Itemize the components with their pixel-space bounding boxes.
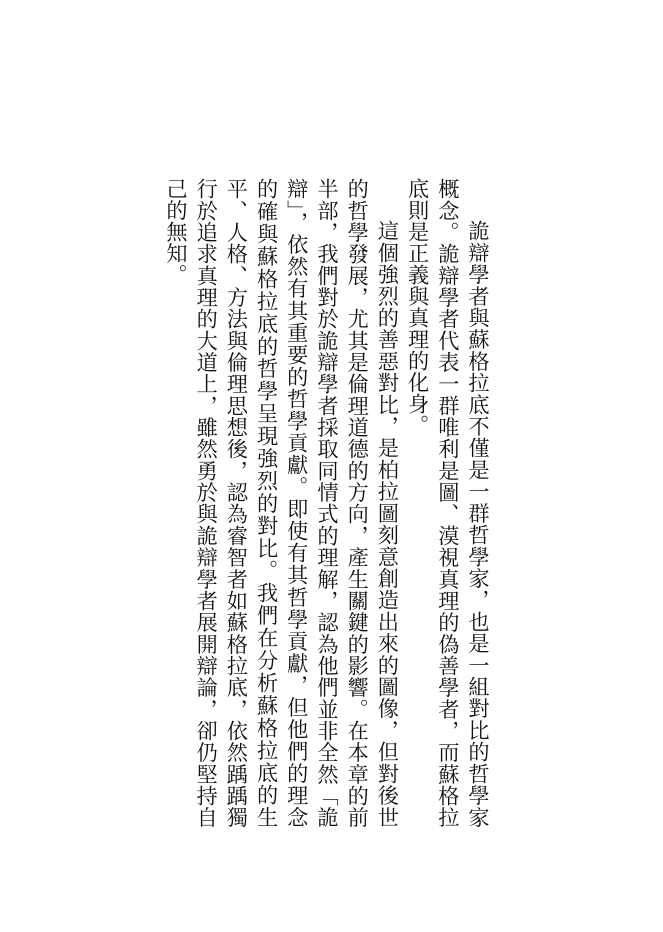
paragraph-1: 詭辯學者與蘇格拉底不僅是一群哲學家，也是一組對比的哲學家概念。詭辯學者代表一群唯利是圖、漠視真理的偽善學者，而蘇格拉底則是正義與真理的化身。	[405, 178, 491, 828]
paragraph-2: 這個強烈的善惡對比，是柏拉圖刻意創造出來的圖像，但對後世的哲學發展，尤其是倫理道德的方向，產生關鍵的影響。在本章的前半部，我們對於詭辯學者採取同情式的理解，認為他們並非全然「詭辯」，依然有其重要的哲學貢獻。即使有其哲學貢獻，但他們的理念的確與蘇格拉底的哲學呈現強烈的對比。我們在分析蘇格拉底的生平、人格、方法與倫理思想後，認為睿智者如蘇格拉底，依然踽踽獨行於追求真理的大道上，雖然勇於與詭辯學者展開辯論，卻仍堅持自己的無知。	[163, 178, 401, 828]
vertical-text-block	[161, 178, 493, 828]
